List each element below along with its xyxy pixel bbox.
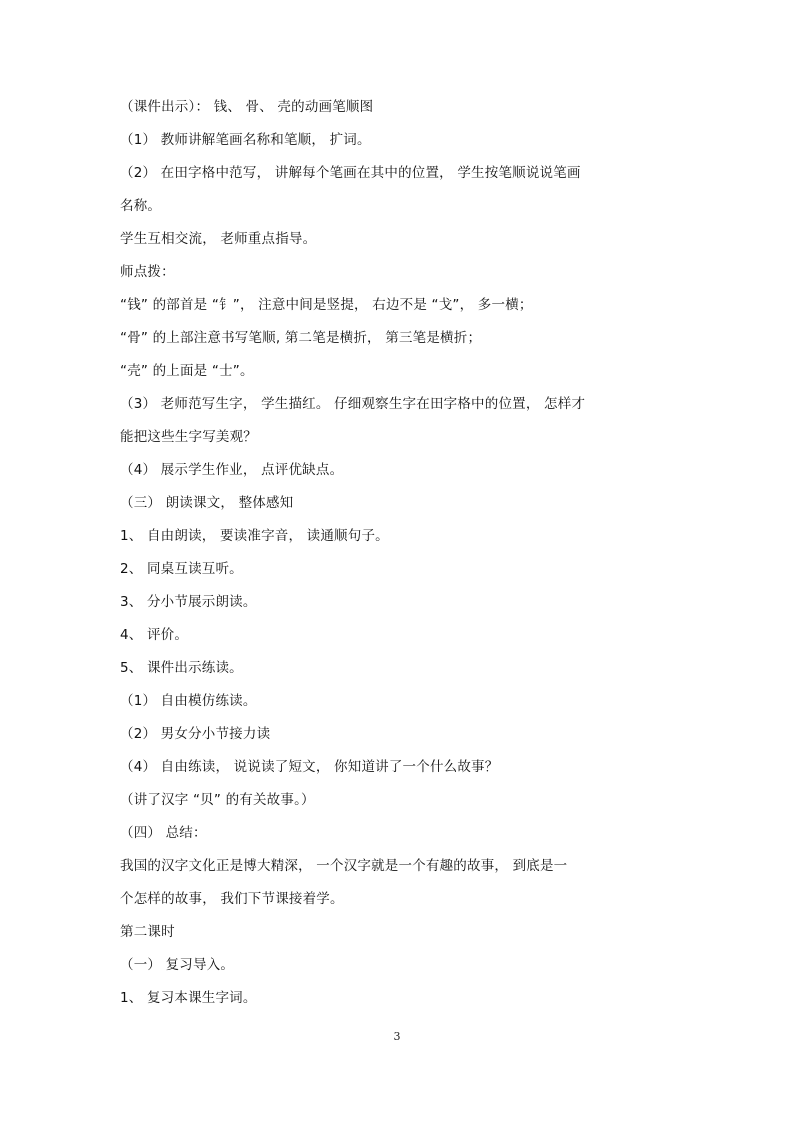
section-heading: （一） 复习导入。 (120, 957, 235, 973)
text-line: “钱” 的部首是 “钅”， 注意中间是竖提， 右边不是 “戈”， 多一横； (120, 297, 533, 313)
text-line: （讲了汉字 “贝” 的有关故事。） (120, 792, 315, 808)
text-line: 5、 课件出示练读。 (120, 660, 243, 676)
document-body (120, 96, 680, 1020)
text-line: 1、 自由朗读， 要读准字音， 读通顺句子。 (120, 528, 389, 544)
text-line: （4） 自由练读， 说说读了短文， 你知道讲了一个什么故事？ (120, 759, 499, 775)
text-line: 能把这些生字写美观？ (120, 429, 257, 445)
text-line: 我国的汉字文化正是博大精深， 一个汉字就是一个有趣的故事， 到底是一 (120, 858, 568, 874)
text-line: （2） 在田字格中范写， 讲解每个笔画在其中的位置， 学生按笔顺说说笔画 (120, 165, 581, 181)
text-line: （2） 男女分小节接力读 (120, 726, 271, 742)
text-line: 师点拨： (120, 264, 175, 280)
text-line: 3、 分小节展示朗读。 (120, 594, 257, 610)
section-heading: （三） 朗读课文， 整体感知 (120, 495, 294, 511)
text-line: （4） 展示学生作业， 点评优缺点。 (120, 462, 344, 478)
text-line: 学生互相交流， 老师重点指导。 (120, 231, 317, 247)
text-line: “骨” 的上部注意书写笔顺, 第二笔是横折， 第三笔是横折； (120, 330, 482, 346)
section-heading: （四） 总结： (120, 825, 207, 841)
text-line: 1、 复习本课生字词。 (120, 990, 257, 1006)
text-line: （课件出示）： 钱、 骨、 壳的动画笔顺图 (120, 99, 374, 115)
text-line: （1） 教师讲解笔画名称和笔顺， 扩词。 (120, 132, 371, 148)
page-number: 3 (393, 1030, 401, 1043)
text-line: （1） 自由模仿练读。 (120, 693, 257, 709)
text-line: 2、 同桌互读互听。 (120, 561, 243, 577)
text-line: （3） 老师范写生字， 学生描红。 仔细观察生字在田字格中的位置， 怎样才 (120, 396, 586, 412)
text-line: 名称。 (120, 198, 162, 214)
text-line: 个怎样的故事， 我们下节课接着学。 (120, 891, 344, 907)
text-line: 4、 评价。 (120, 627, 189, 643)
text-line: “壳” 的上面是 “士”。 (120, 363, 254, 379)
lesson-heading: 第二课时 (120, 924, 175, 940)
